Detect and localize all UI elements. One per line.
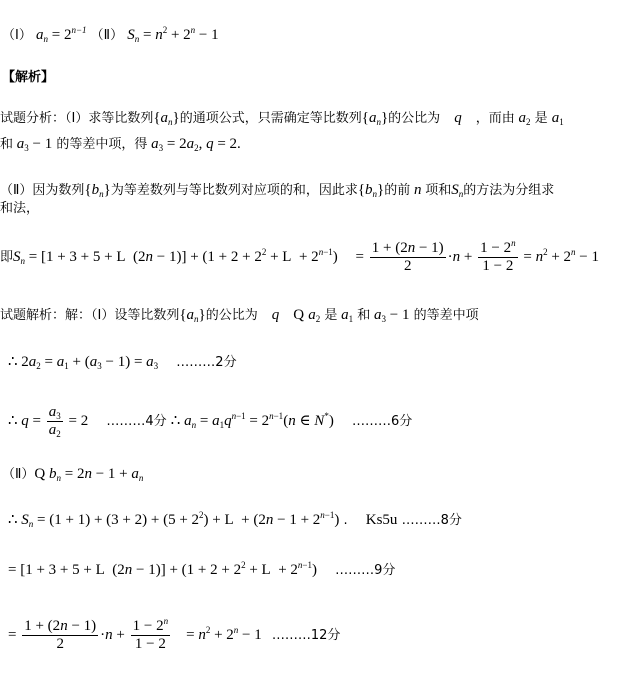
step1-score: ………2分 <box>176 355 237 370</box>
solution-step-4: = [1 + 3 + 5 + L $(2n - 1)] + (1 + 2 + 2^2 + L + 2^{n-1})$ ………9分 <box>8 560 396 578</box>
answer-part2-label: （Ⅱ） <box>90 28 124 43</box>
answer-part2-formula: $S_n = n^2 + 2^n - 1$ <box>127 25 219 44</box>
solution-step-1: ∴ $2a_2 = a_1 + (a_3 - 1) = a_3$ ………2分 <box>8 354 237 371</box>
solution-intro: 试题解析：解：（I）设等比数列$\{a_n\}$的公比为 q Q $a_2$ 是 $a_1$ 和 $a_3 - 1$ 的等差中项 <box>0 307 479 324</box>
solution-step-2: ∴ q = $\frac{a_3}{a_2}$ = 2 ………4分 ∴ $a_n = a_1q^{n-1} = 2^{n-1}(n$ ∈ N*) ………6分 <box>8 404 413 439</box>
answer-line <box>2 27 219 44</box>
analysis-header: 【解析】 <box>2 70 55 85</box>
analysis-line-4: 和法， <box>0 201 40 216</box>
analysis-line-5: 即$S_n = [1 + 3 + 5 + L$ $(2n - 1)] + (1 + 2 + 2^2 + L + 2^{n-1})$ = $\frac{1 + (2n - 1)}{2}$ ·n + $\frac{1 - 2^n}{1 - 2}$ = $n^2 + 2^n - 1$ <box>0 238 600 274</box>
answer-part1-label: （Ⅰ） <box>2 28 32 43</box>
step4-score: ………9分 <box>335 563 396 578</box>
solution-part-2: （Ⅱ）Q $b_n = 2n - 1 + a_n$ <box>2 466 144 483</box>
solution-step-5: = $\frac{1 + (2n - 1)}{2}$ ·n + $\frac{1 - 2^n}{1 - 2}$ = $n^2 + 2^n - 1$ ………12分 <box>8 616 341 652</box>
step2b-score: ………6分 <box>351 413 413 429</box>
step3-tag: Ks5u <box>365 512 398 528</box>
step3-score: ………8分 <box>401 513 462 528</box>
solution-step-3: ∴ $S_n = (1 + 1) + (3 + 2) + (5 + 2^2) + L + (2n - 1 + 2^{n-1})$ . Ks5u ………8分 <box>8 510 462 529</box>
analysis-line-3: （Ⅱ）因为数列$\{b_n\}$为等差数列与等比数列对应项的和，因此求$\{b_n\}$的前 n 项和$S_n$的方法为分组求 <box>0 182 555 199</box>
analysis-line-1: 试题分析：（Ⅰ）求等比数列$\{a_n\}$的通项公式，只需确定等比数列$\{a_n\}$的公比为 q ，而由 $a_2$ 是 $a_1$ <box>0 110 564 127</box>
step5-score: ………12分 <box>271 627 341 643</box>
analysis-line-2: 和 $a_3 - 1$ 的等差中项，得 $a_3 = 2a_2$, q = 2. <box>0 136 241 153</box>
answer-part1-formula: $a_n = 2^{n-1}$ <box>35 25 87 44</box>
step2a-score: ………4分 <box>106 413 167 429</box>
